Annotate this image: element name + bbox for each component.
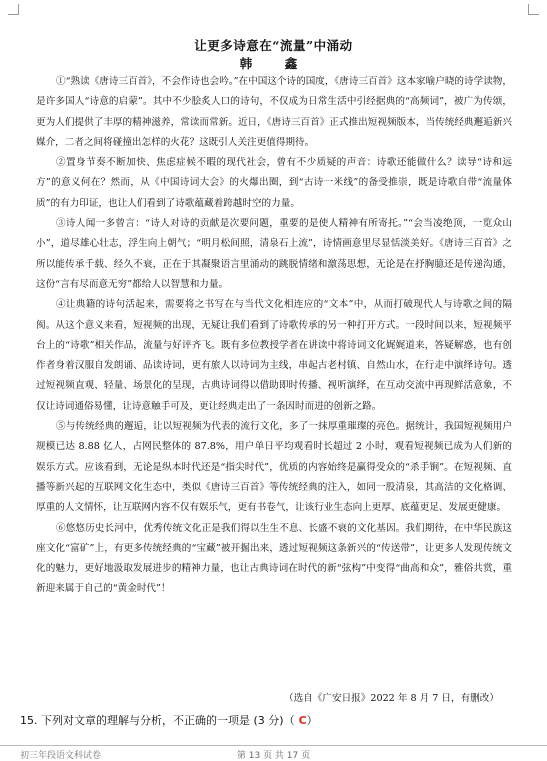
article-source: （选自《广安日报》2022 年 8 月 7 日，有删改） — [284, 693, 499, 704]
footer-page-number: 第 13 页 共 17 页 — [236, 751, 311, 761]
crop-mark-top-left — [8, 4, 19, 15]
paragraph-5: ⑤与传统经典的邂逅，让以短视频为代表的流行文化，多了一抹厚重璀璨的亮色。据统计，我国短视频用户规模已达 8.88 亿人，占网民整体的 87.8%，用户单日平均观看时长超过 2 小时，观看短视频已成为人们新的娱乐方式。应该看到，无论是纵本时代还是“指尖时代”，优质的内容始终是赢得受众的“杀手锏”。在短视频、直播等新兴起的互联网文化生态中，类似《唐诗三百首》等传统经典的注入，如同一股清泉，其高洁的文化格调、厚重的人文情怀，让互联网内容不仅有娱乐气，更有书卷气，让该行业生态向上更厚、底蕴更足、发展更健康。 — [36, 421, 512, 514]
paragraph-4: ④让典籍的诗句活起来，需要将之书写在与当代文化相连应的“文本”中，从而打破现代人与诗歌之间的隔阂。从这个意义来看，短视频的出现，无疑让我们看到了诗歌传承的另一种打开方式。一段时间以来，短视频平台上的“诗歌”相关作品，流量与好评齐飞。既有多位教授学者在讲读中将诗词文化娓娓道来，答疑解惑，也有创作者身着汉服自发朗诵、品读诗词，更有旅人以诗词为主线，串起古老村镇、自然山水，在行走中演绎诗句。透过短视频直观、轻量、场景化的呈现，古典诗词得以借助即时传播、视听演绎，在互动交流中再现鲜活意象，不仅让诗词通俗易懂，让诗意触手可及，更让经典走出了一条因时而进的创新之路。 — [36, 299, 512, 412]
question-close-paren: ） — [306, 714, 318, 727]
article-title: 让更多诗意在“流量”中涌动 — [194, 38, 353, 53]
article-body — [36, 72, 512, 600]
paragraph-1: ①“熟读《唐诗三百首》，不会作诗也会吟。”在中国这个诗的国度，《唐诗三百首》这本家喻户晓的诗学读物，是许多国人“诗意的启蒙”。其中不少脍炙人口的诗句，不仅成为日常生活中引经据典的“高频词”，被广为传颂，更为人们提供了丰厚的精神滋养，常读而常新。近日，《唐诗三百首》正式推出短视频版本，当传统经典邂逅新兴媒介，二者之间将碰撞出怎样的火花？这既引人关注更值得期待。 — [36, 76, 512, 148]
question-15 — [20, 712, 318, 728]
crop-mark-top-right — [528, 4, 539, 15]
article-author: 韩 鑫 — [239, 56, 308, 71]
paragraph-2: ②置身节奏不断加快、焦虑症候不暇的现代社会，曾有不少质疑的声音：诗歌还能做什么？读导“诗和远方”的意义何在？然而，从《中国诗词大会》的火爆出圈，到“古诗一米线”的备受推崇，既是诗歌自带“流量体质”的有力印证，也让人们看到了诗歌蕴藏着跨越时空的力量。 — [36, 157, 512, 209]
paragraph-6: ⑥悠悠历史长河中，优秀传统文化正是我们得以生生不息、长盛不衰的文化基因。我们期待，在中华民族这座文化“富矿”上，有更多传统经典的“宝藏”被开掘出来，透过短视频这条新兴的“传送带”，让更多人发现传统文化的魅力，更好地汲取发展进步的精神力量，也让古典诗词在时代的新“弦构”中变得“曲高和众”，雅俗共赏，重新迎来属于自己的“黄金时代”！ — [36, 522, 512, 595]
question-text: 15. 下列对文章的理解与分析，不正确的一项是 (3 分)（ — [20, 714, 295, 727]
paragraph-3: ③诗人闻一多曾言：“诗人对诗的贡献是次要问题，重要的是使人精神有所寄托。”“会当凌绝顶，一览众山小”，道尽雄心壮志，浮生向上朝气；“明月松间照，清泉石上流”，诗情画意里尽显恬淡美好。《唐诗三百首》之所以能传承千载、经久不衰，正在于其凝聚语言里涌动的跳脱情绪和激荡思想，无论是在抒胸臆还是传递沟通，这份“言有尽而意无穷”都给人以智慧和力量。 — [36, 218, 512, 290]
footer-divider — [0, 745, 547, 746]
footer-exam-name: 初三年段语文科试卷 — [20, 751, 102, 761]
handwritten-answer: C — [298, 714, 307, 727]
